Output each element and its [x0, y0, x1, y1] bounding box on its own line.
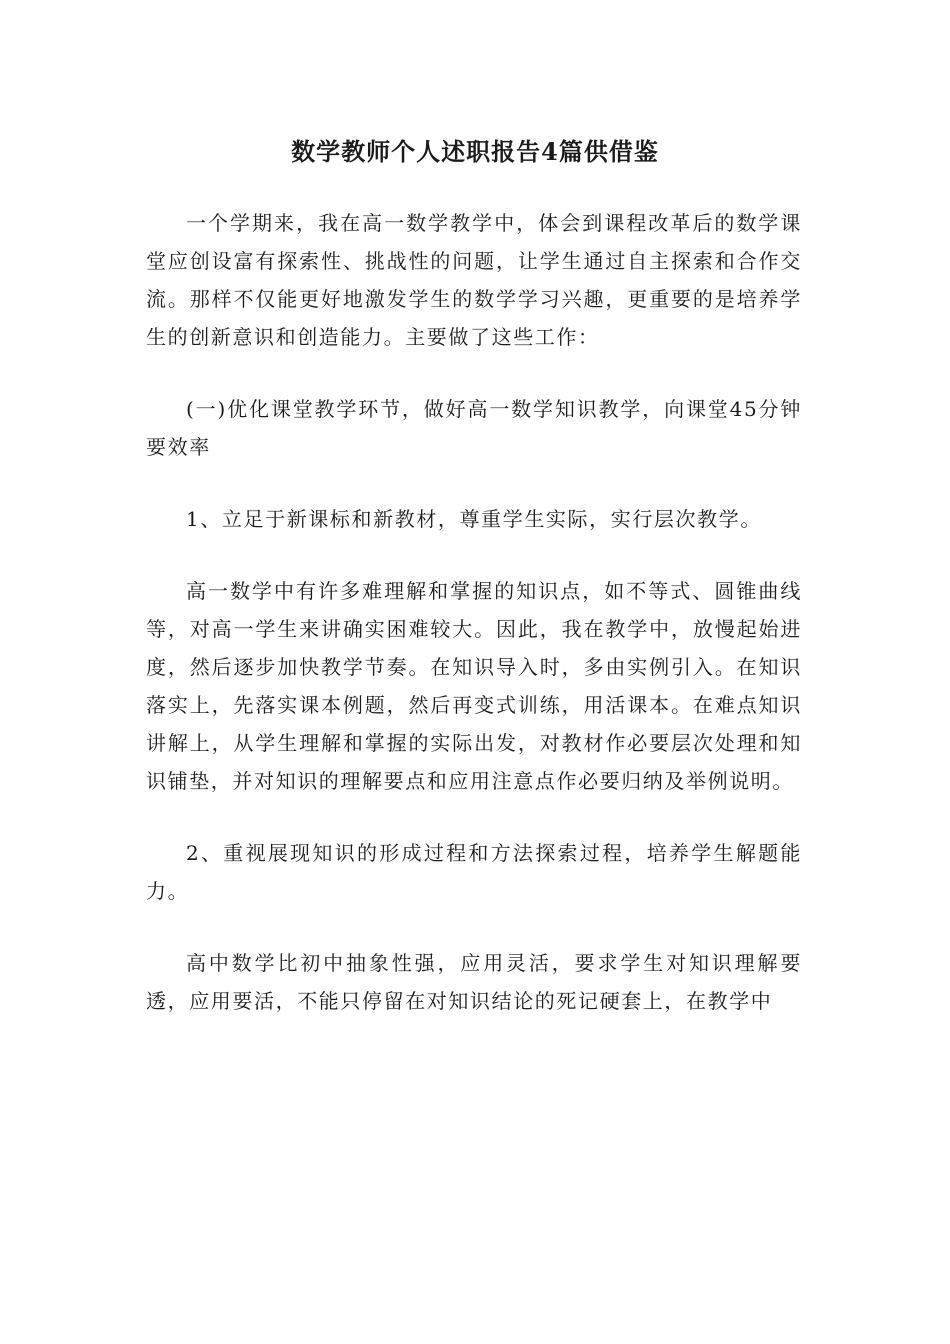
paragraph-intro: 一个学期来，我在高一数学教学中，体会到课程改革后的数学课堂应创设富有探索性、挑战性的问题，让学生通过自主探索和合作交流。那样不仅能更好地激发学生的数学学习兴趣，更重要的是培养学生的创新意识和创造能力。主要做了这些工作： [146, 211, 802, 349]
paragraph-spacer [146, 800, 802, 834]
document-title: 数学教师个人述职报告4篇供借鉴 [291, 137, 659, 166]
document-body [146, 204, 802, 1020]
paragraph-spacer [146, 538, 802, 572]
paragraph-spacer [146, 466, 802, 500]
section-heading-1: (一)优化课堂教学环节，做好高一数学知识教学，向课堂45分钟要效率 [146, 397, 802, 459]
paragraph-spacer [146, 910, 802, 944]
paragraph-point-2-body: 高中数学比初中抽象性强，应用灵活，要求学生对知识理解要透，应用要活，不能只停留在对知识结论的死记硬套上，在教学中 [146, 951, 802, 1013]
paragraph-point-1-body: 高一数学中有许多难理解和掌握的知识点，如不等式、圆锥曲线等，对高一学生来讲确实困难较大。因此，我在教学中，放慢起始进度，然后逐步加快教学节奏。在知识导入时，多由实例引入。在知识落实上，先落实课本例题，然后再变式训练，用活课本。在难点知识讲解上，从学生理解和掌握的实际出发，对教材作必要层次处理和知识铺垫，并对知识的理解要点和应用注意点作必要归纳及举例说明。 [146, 579, 802, 793]
point-heading-1: 1、立足于新课标和新教材，尊重学生实际，实行层次教学。 [186, 507, 762, 531]
point-heading-2: 2、重视展现知识的形成过程和方法探索过程，培养学生解题能力。 [146, 841, 802, 903]
paragraph-spacer [146, 356, 802, 390]
